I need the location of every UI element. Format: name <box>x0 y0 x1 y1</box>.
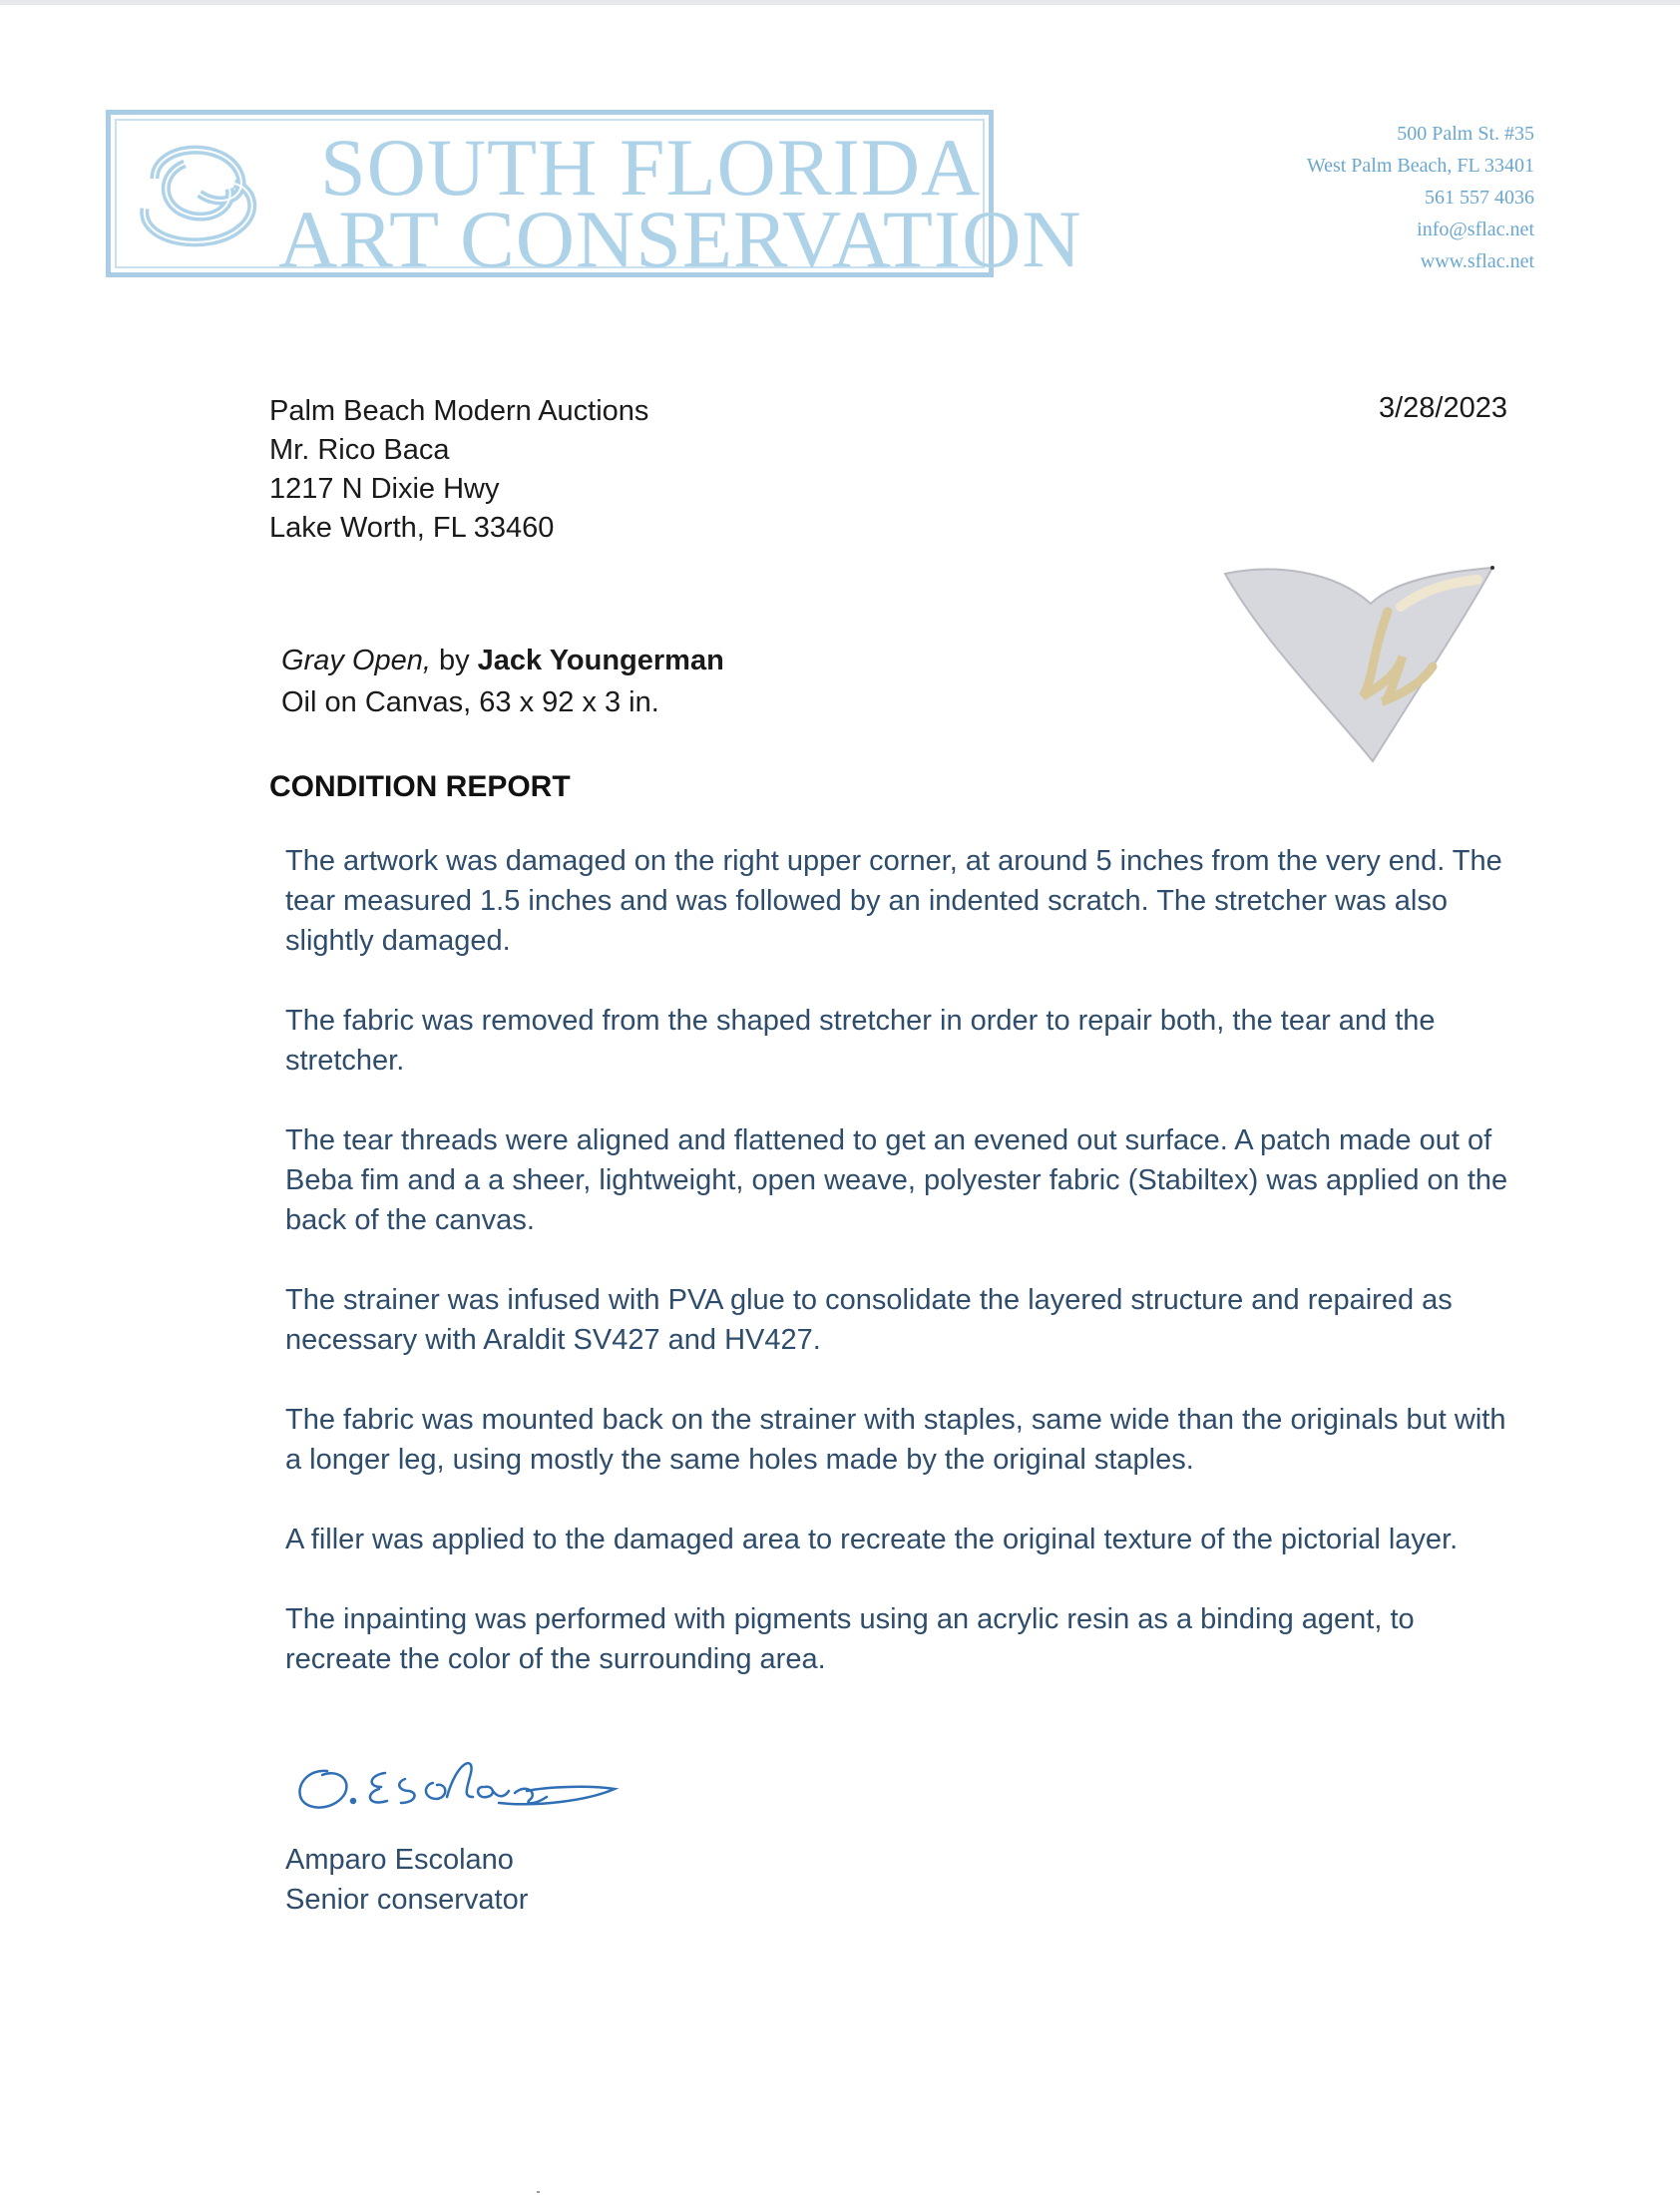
artwork-title-line <box>281 640 724 681</box>
contact-website[interactable]: www.sflac.net <box>1420 250 1534 272</box>
contact-block <box>1307 118 1534 277</box>
report-paragraph: The fabric was removed from the shaped stretcher in order to repair both, the tear and the stretcher. <box>285 1005 1436 1077</box>
signer-block <box>285 1840 528 1920</box>
recipient-company: Palm Beach Modern Auctions <box>269 395 649 427</box>
contact-address: 500 Palm St. #35 <box>1397 123 1534 145</box>
letter-date: 3/28/2023 <box>1378 392 1507 424</box>
logo-text-line2: ART CONSERVATION <box>278 194 1082 284</box>
contact-phone: 561 557 4036 <box>1425 187 1534 209</box>
recipient-street: 1217 N Dixie Hwy <box>269 473 500 505</box>
recipient-city: Lake Worth, FL 33460 <box>269 512 555 544</box>
report-paragraph: The tear threads were aligned and flattened to get an evened out surface. A patch made out of Beba fim and a a sheer, lightweight, open weave, polyester fabric (Stabiltex) was applied on the back of the canvas. <box>285 1124 1508 1236</box>
page-top-edge <box>0 0 1680 5</box>
contact-email[interactable]: info@sflac.net <box>1417 219 1534 240</box>
report-body <box>285 841 1522 1719</box>
report-paragraph: A filler was applied to the damaged area to recreate the original texture of the pictorial layer. <box>285 1524 1459 1555</box>
report-paragraph: The artwork was damaged on the right upper corner, at around 5 inches from the very end. The tear measured 1.5 inches and was followed by an indented scratch. The stretcher was also slightly damaged. <box>285 845 1502 957</box>
scan-artifact <box>537 2191 540 2193</box>
artwork-thumbnail <box>1223 562 1504 771</box>
artwork-artist: Jack Youngerman <box>477 645 724 676</box>
contact-city: West Palm Beach, FL 33401 <box>1306 155 1534 177</box>
artwork-info <box>281 640 724 723</box>
artwork-title: Gray Open, <box>281 645 431 676</box>
artwork-medium: Oil on Canvas, 63 x 92 x 3 in. <box>281 686 659 718</box>
signer-role: Senior conservator <box>285 1884 529 1916</box>
artwork-by: by <box>430 645 478 676</box>
report-paragraph: The inpainting was performed with pigments using an acrylic resin as a binding agent, to recreate the color of the surrounding area. <box>285 1603 1415 1675</box>
handwritten-signature <box>287 1741 627 1831</box>
signer-name: Amparo Escolano <box>285 1844 514 1876</box>
recipient-address <box>269 392 648 548</box>
report-heading: CONDITION REPORT <box>269 770 571 803</box>
report-paragraph: The strainer was infused with PVA glue to consolidate the layered structure and repaired as necessary with Araldit SV427 and HV427. <box>285 1284 1453 1356</box>
knot-logo-icon <box>125 129 274 258</box>
company-logo <box>106 110 1082 284</box>
logo-text-line1: SOUTH FLORIDA <box>320 122 982 213</box>
report-paragraph: The fabric was mounted back on the strainer with staples, same wide than the originals but with a longer leg, using mostly the same holes made by the original staples. <box>285 1404 1506 1476</box>
recipient-person: Mr. Rico Baca <box>269 434 450 466</box>
